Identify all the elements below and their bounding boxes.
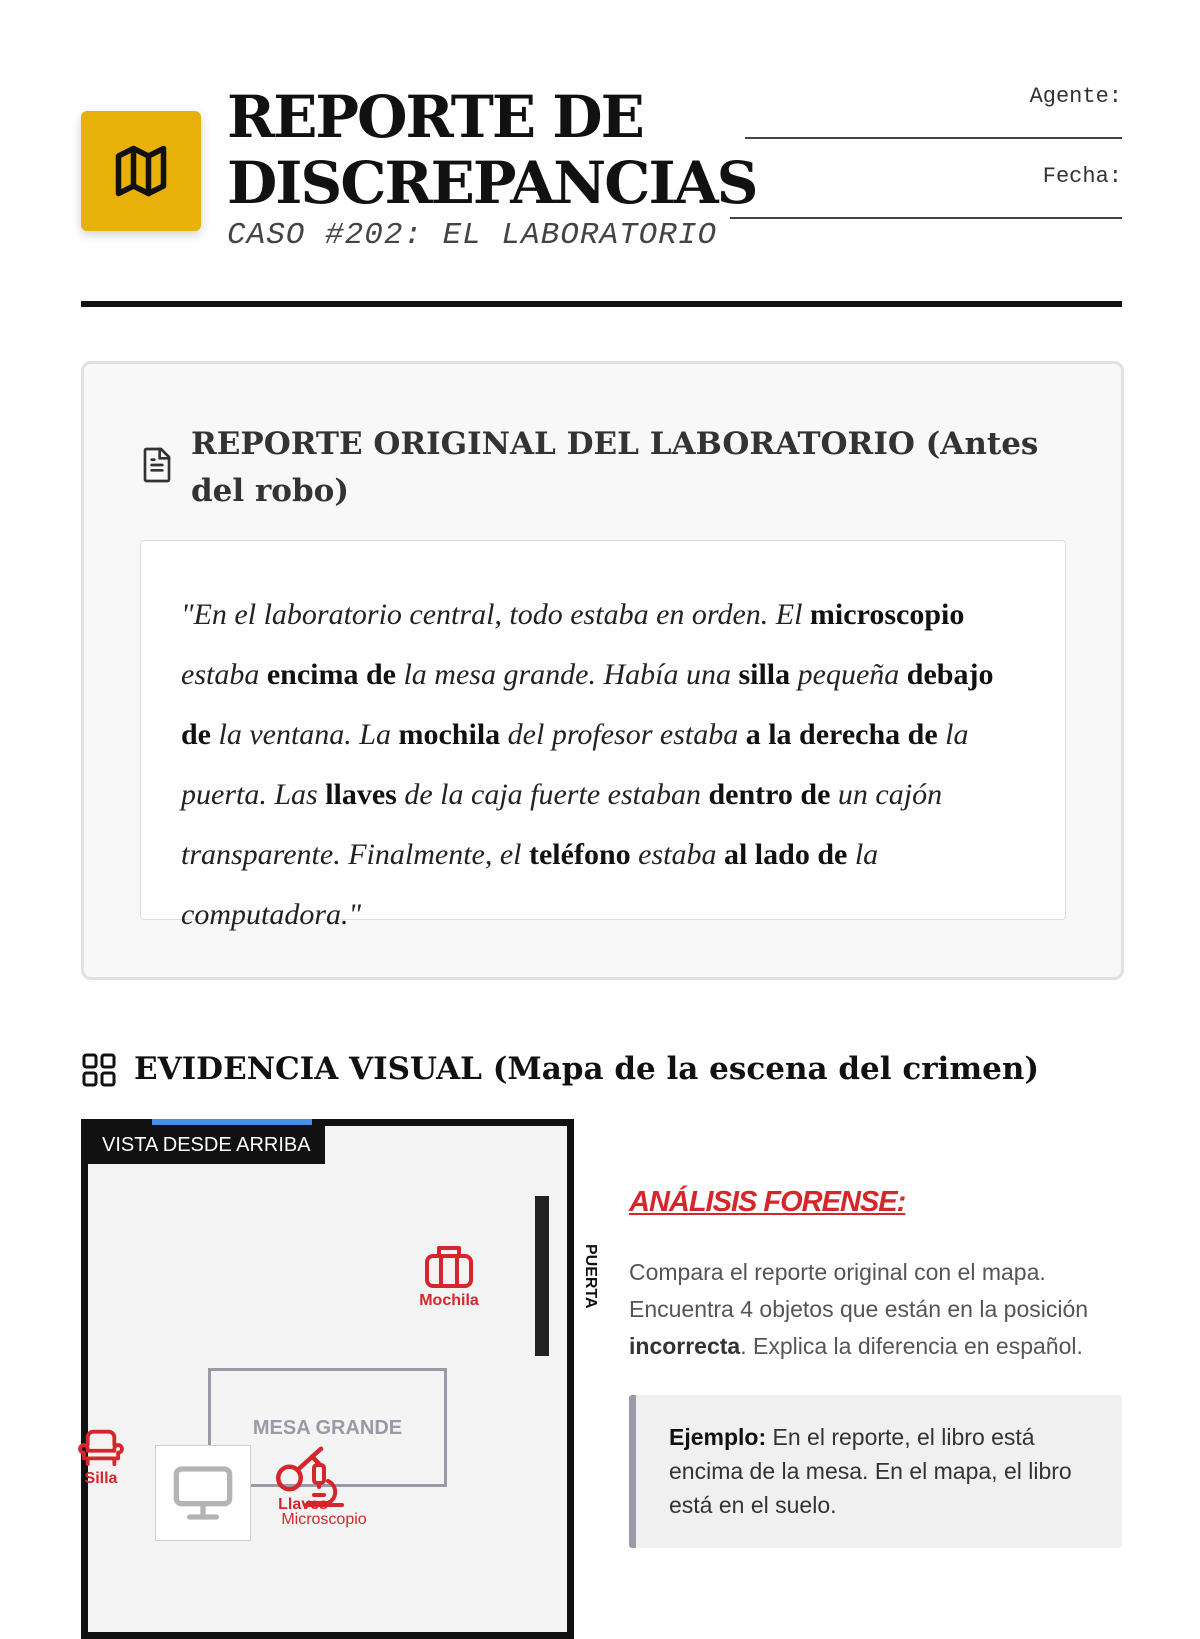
crime-scene-map: [81, 1119, 599, 1639]
document-icon: [141, 446, 173, 484]
example-label: Ejemplo:: [669, 1424, 767, 1450]
map-view-label: VISTA DESDE ARRIBA: [88, 1126, 325, 1164]
example-box: [629, 1395, 1122, 1548]
door-label: PUERTA: [582, 1244, 599, 1309]
chair-icon: [78, 1426, 124, 1466]
map-object-mochila[interactable]: [419, 1242, 479, 1310]
page-title: [227, 84, 756, 216]
grid-icon: [81, 1052, 117, 1088]
agent-field[interactable]: [745, 137, 1122, 139]
header-divider: [81, 301, 1122, 307]
title-line-2: DISCREPANCIAS: [227, 149, 757, 217]
logo: [81, 111, 201, 231]
analysis-title: ANÁLISIS FORENSE:: [629, 1186, 906, 1218]
date-label: Fecha:: [1042, 164, 1122, 189]
table-label: MESA GRANDE: [252, 1417, 403, 1439]
map-object-silla[interactable]: [76, 1426, 126, 1488]
original-report-heading: REPORTE ORIGINAL DEL LABORATORIO (Antes del robo): [191, 426, 1039, 509]
analysis-instructions: Compara el reporte original con el mapa. Encuentra 4 objetos que están en la posición incorrecta. Explica la diferencia en español.: [629, 1259, 1089, 1359]
monitor-icon: [171, 1463, 235, 1523]
llaves-label: Llaves: [278, 1496, 328, 1513]
title-line-1: REPORTE DE: [227, 83, 643, 151]
silla-label: Silla: [84, 1470, 118, 1487]
microscopio-label: Microscopio: [281, 1511, 367, 1528]
date-field[interactable]: [730, 217, 1122, 219]
agent-label: Agente:: [1029, 84, 1122, 109]
backpack-icon: [423, 1242, 475, 1288]
original-report-quote: "En el laboratorio central, todo estaba en orden. El microscopio estaba encima de la mesa grande. Había una silla pequeña debajo de la ventana. La mochila del profesor estaba a la derecha de la puerta. Las llaves de la caja fuerte estaban dentro de un cajón transparente. Finalmente, el teléfono estaba al lado de la computadora.": [140, 540, 1066, 920]
door: [535, 1196, 549, 1356]
microscope-icon: [302, 1461, 346, 1507]
map-object-microscopio[interactable]: [274, 1461, 374, 1529]
map-highlight-bar: [152, 1119, 312, 1125]
case-subtitle: CASO #202: EL LABORATORIO: [227, 218, 718, 253]
example-text: En el reporte, el libro está encima de la mesa. En el mapa, el libro está en el suelo.: [669, 1424, 1072, 1518]
original-report-card: [81, 361, 1124, 980]
computer: [155, 1445, 251, 1541]
map-icon: [111, 141, 171, 201]
evidence-heading: EVIDENCIA VISUAL (Mapa de la escena del crimen): [134, 1051, 1040, 1087]
mochila-label: Mochila: [419, 1292, 479, 1309]
